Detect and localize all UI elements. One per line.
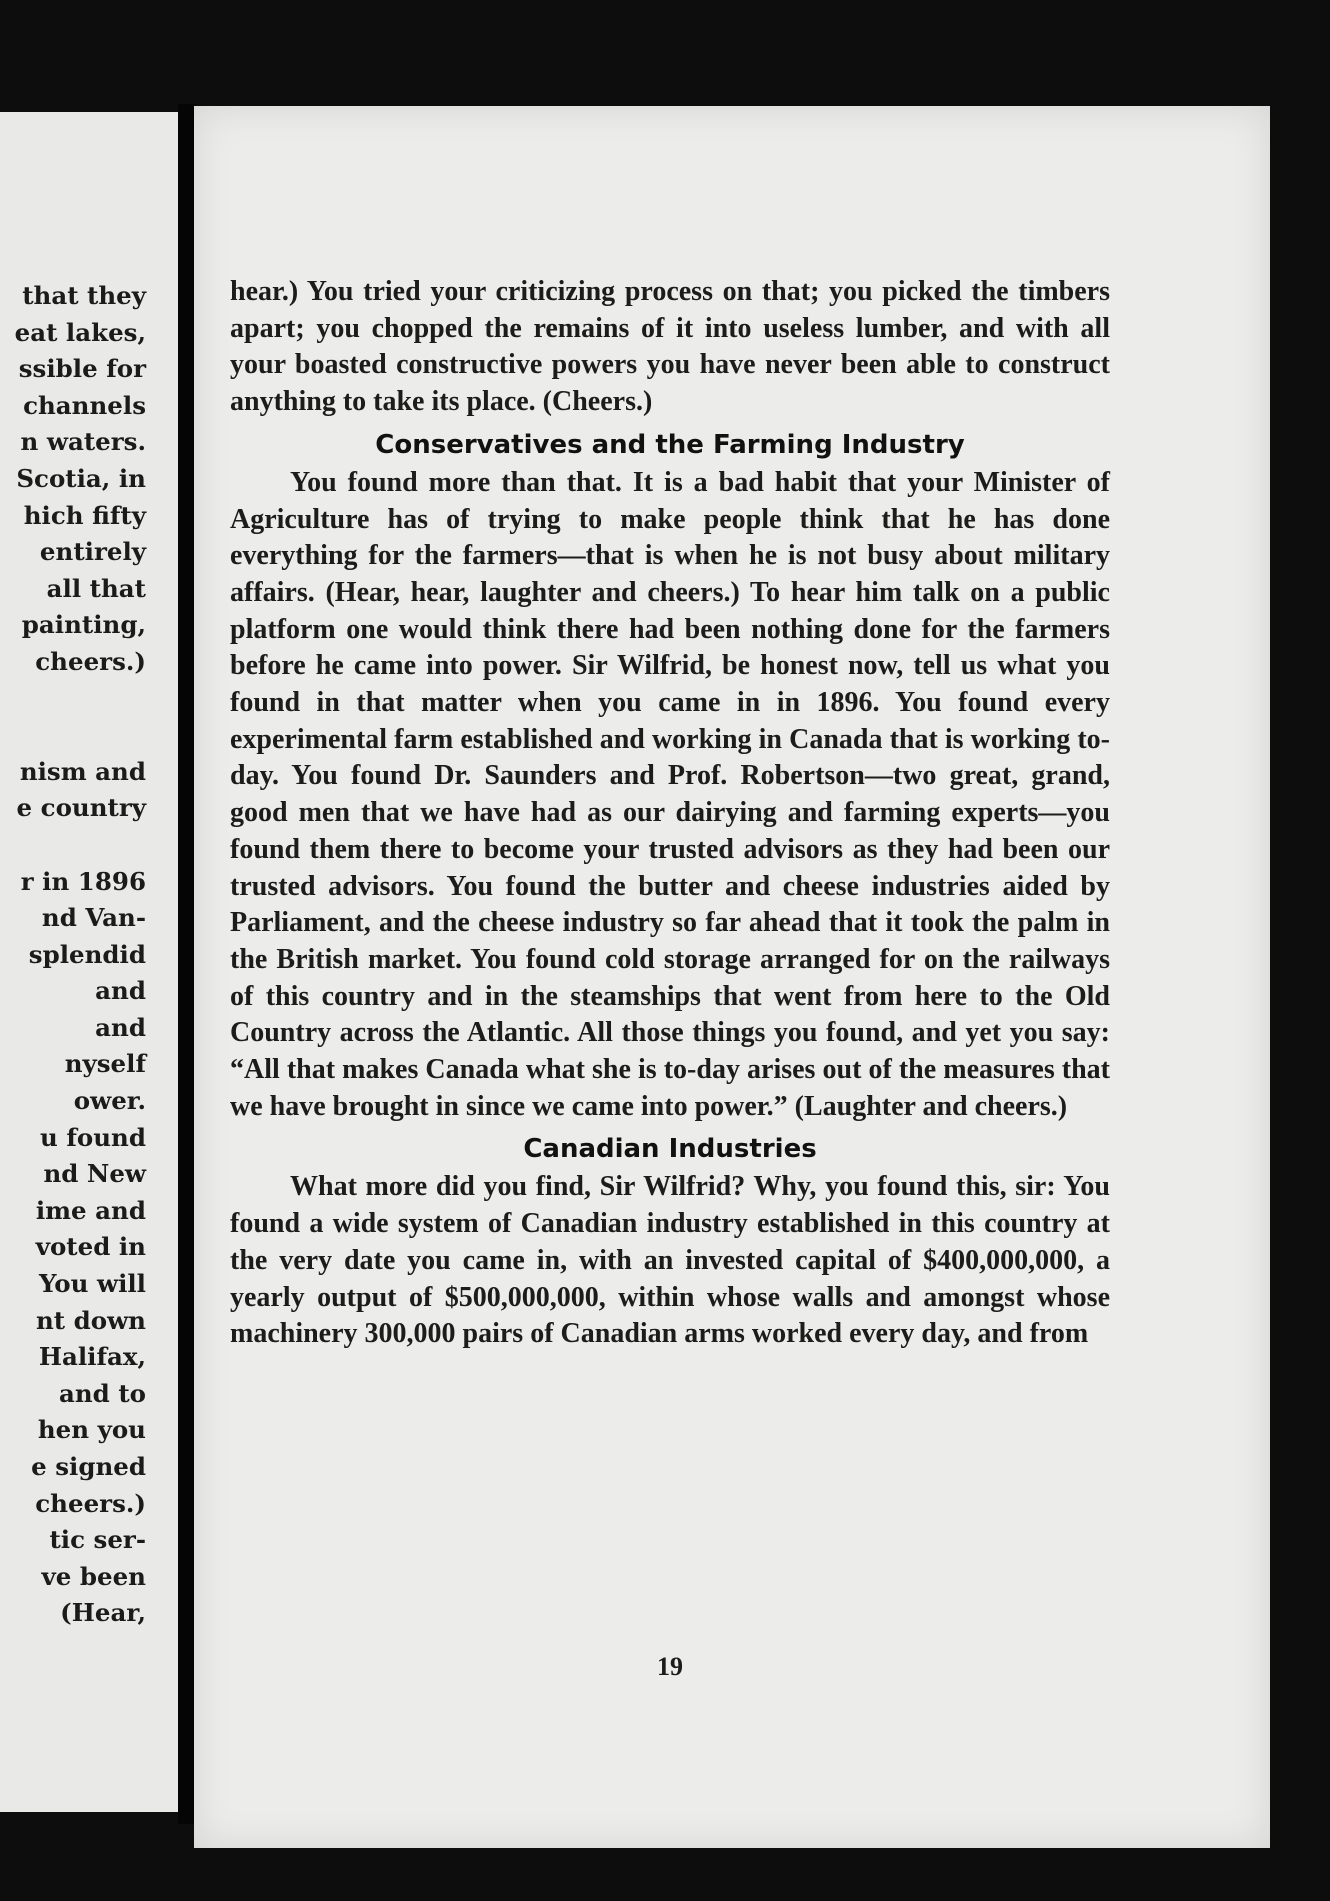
page-number: 19 xyxy=(657,1652,683,1681)
left-page-line: and xyxy=(95,976,146,1006)
left-page-line: all that xyxy=(46,573,146,603)
left-page-line xyxy=(0,827,146,864)
left-page-line xyxy=(0,717,146,754)
left-page-line: that they xyxy=(22,281,146,310)
left-page-line: and to xyxy=(58,1378,146,1408)
left-page-line: ime and xyxy=(35,1195,146,1225)
left-page-line: cheers.) xyxy=(35,646,146,676)
left-page-line: cheers.) xyxy=(35,1488,146,1518)
left-page-line xyxy=(0,681,146,718)
left-page-line: Scotia, in xyxy=(16,463,146,493)
left-page-line: n waters. xyxy=(20,427,146,457)
left-page-line: r in 1896 xyxy=(20,866,146,896)
left-page-line: nd New xyxy=(43,1159,146,1189)
left-page-line: tic ser- xyxy=(49,1525,146,1555)
left-page-line: hen you xyxy=(37,1415,146,1445)
left-page-line: channels xyxy=(23,390,146,420)
left-page-line: ve been xyxy=(41,1561,146,1591)
left-page-line: splendid xyxy=(28,939,146,969)
page-text xyxy=(230,274,1110,1353)
left-page-line: u found xyxy=(40,1122,146,1152)
paragraph-criticizing-process: hear.) You tried your criticizing process on that; you picked the timbers apart; you chopped the remains of it into useless lumber, and with all your boasted constructive powers you have never been able to construct anything to take its place. (Cheers.) xyxy=(230,276,1110,418)
paragraph-industries: What more did you find, Sir Wilfrid? Why, you found this, sir: You found a wide system of Canadian industry established in this country at the very date you came in, with an invested capital of $400,000,000, a yearly output of $500,000,000, within whose walls and amongst whose machinery 300,000 pairs of Canadian arms worked every day, and from xyxy=(230,1171,1110,1350)
right-page xyxy=(194,106,1270,1848)
section-heading-canadian-industries: Canadian Industries xyxy=(523,1134,817,1165)
left-page-line: nd Van- xyxy=(41,903,146,933)
left-page-line: nism and xyxy=(19,756,146,786)
left-page-line: e signed xyxy=(31,1452,146,1481)
left-page-line: entirely xyxy=(39,537,146,567)
left-page-line: eat lakes, xyxy=(14,317,146,347)
left-page-line: Halifax, xyxy=(38,1342,146,1372)
left-page-line: voted in xyxy=(35,1232,146,1262)
left-page-text xyxy=(0,278,146,1632)
paragraph-farming: You found more than that. It is a bad habit that your Minister of Agriculture has of trying to make people think that he has done everything for the farmers—that is when he is not busy about military affairs. (Hear, hear, laughter and cheers.) To hear him talk on a public platform one would think there had been nothing done for the farmers before he came into power. Sir Wilfrid, be honest now, tell us what you found in that matter when you came in in 1896. You found every experimental farm established and working in Canada that is working to-day. You found Dr. Saunders and Prof. Robertson—two great, grand, good men that we have had as our dairying and farming experts—you found them there to become your trusted advisors as they had been our trusted advisors. You found the butter and cheese industries aided by Parliament, and the cheese industry so far ahead that it took the palm in the British market. You found cold storage arranged for on the railways of this country and in the steamships that went from here to the Old Country across the Atlantic. All those things you found, and yet you say: “All that makes Canada what she is to-day arises out of the measures that we have brought in since we came into power.” (Laughter and cheers.) xyxy=(230,466,1110,1122)
left-page-fragment xyxy=(0,112,182,1812)
left-page-line: hich fifty xyxy=(23,500,146,530)
left-page-line: (Hear, xyxy=(60,1598,146,1628)
left-page-line: painting, xyxy=(21,610,146,640)
left-page-line: e country xyxy=(16,793,146,823)
left-page-line: nyself xyxy=(64,1049,146,1079)
left-page-line: and xyxy=(95,1012,146,1042)
left-page-line: ower. xyxy=(73,1086,146,1116)
left-page-line: ssible for xyxy=(18,354,146,384)
left-page-line: nt down xyxy=(35,1305,146,1335)
left-page-line: You will xyxy=(38,1269,146,1299)
section-heading-farming-industry: Conservatives and the Farming Industry xyxy=(375,429,965,460)
